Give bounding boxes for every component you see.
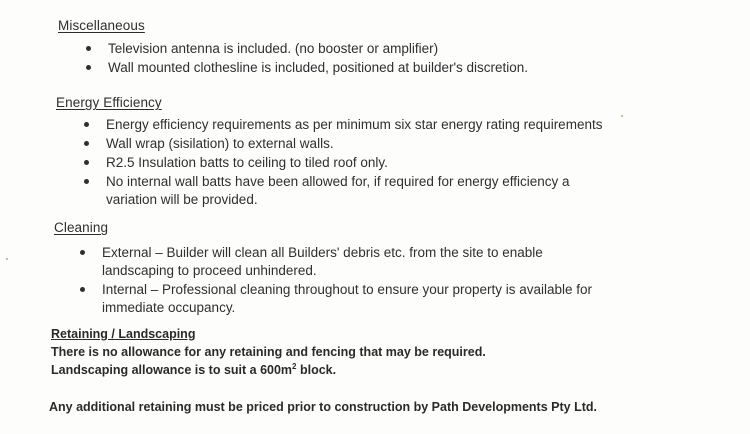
list-item: Internal – Professional cleaning throughout to ensure your property is available for immediate occupancy. bbox=[80, 281, 622, 317]
list-item: Television antenna is included. (no booster or amplifier) bbox=[86, 40, 686, 58]
retaining-allowance-text: There is no allowance for any retaining and fencing that may be required. bbox=[51, 345, 486, 359]
list-item: R2.5 Insulation batts to ceiling to tiled roof only. bbox=[84, 154, 634, 172]
list-item: External – Builder will clean all Builders' debris etc. from the site to enable landscaping to proceed unhindered. bbox=[80, 244, 602, 280]
list-item: Energy efficiency requirements as per minimum six star energy rating requirements bbox=[84, 116, 634, 134]
landscaping-allowance-text bbox=[51, 362, 336, 377]
list-item: No internal wall batts have been allowed for, if required for energy efficiency a variation will be provided. bbox=[84, 173, 606, 209]
list-item: Wall wrap (sisilation) to external walls. bbox=[84, 135, 634, 153]
scan-speck bbox=[6, 258, 8, 260]
list-item: Wall mounted clothesline is included, positioned at builder's discretion. bbox=[86, 59, 686, 77]
landscaping-allowance-text-end: block. bbox=[296, 363, 337, 378]
section-heading-energy-efficiency: Energy Efficiency bbox=[56, 95, 162, 110]
section-heading-miscellaneous: Miscellaneous bbox=[58, 18, 145, 33]
additional-retaining-note: Any additional retaining must be priced prior to construction by Path Developments Pty Ltd. bbox=[49, 400, 597, 414]
section-heading-retaining-landscaping: Retaining / Landscaping bbox=[51, 327, 196, 341]
landscaping-allowance-text-main: Landscaping allowance is to suit a 600m bbox=[51, 363, 293, 378]
miscellaneous-list bbox=[86, 40, 686, 78]
cleaning-list bbox=[80, 244, 640, 318]
energy-efficiency-list bbox=[84, 116, 634, 210]
scan-speck bbox=[621, 115, 623, 117]
squared-superscript: 2 bbox=[292, 362, 297, 371]
section-heading-cleaning: Cleaning bbox=[54, 220, 109, 235]
